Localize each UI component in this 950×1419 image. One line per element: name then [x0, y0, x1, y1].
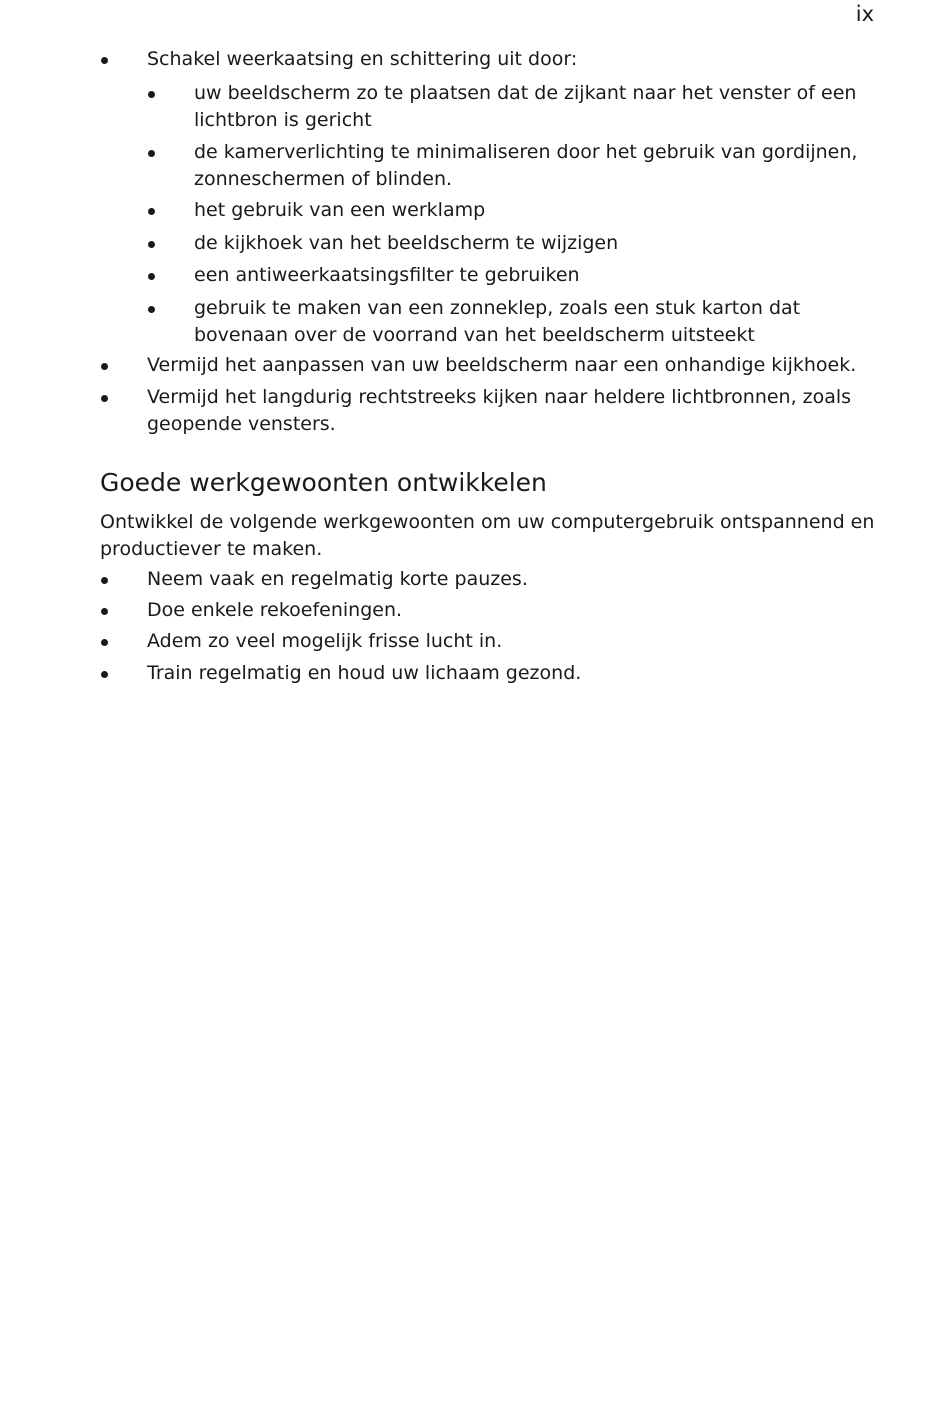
bullet-icon	[101, 608, 108, 615]
bullet-icon	[101, 671, 108, 678]
bullet-icon	[148, 91, 155, 98]
bullet-icon	[101, 639, 108, 646]
sub-list-item-text: gebruik te maken van een zonneklep, zoals een stuk karton dat bovenaan over de voorrand van het beeldscherm uitsteekt	[194, 297, 801, 346]
sub-list-item-text: een antiweerkaatsingsfilter te gebruiken	[194, 264, 580, 286]
bullet-icon	[101, 395, 108, 402]
page-number: ix	[855, 2, 874, 26]
sub-list-item-text: de kijkhoek van het beeldscherm te wijzigen	[194, 232, 619, 254]
list-item-text: Doe enkele rekoefeningen.	[147, 599, 403, 621]
list-item-text: Vermijd het langdurig rechtstreeks kijken naar heldere lichtbronnen, zoals geopende vensters.	[147, 386, 852, 435]
bullet-icon	[148, 273, 155, 280]
sub-list-item-text: het gebruik van een werklamp	[194, 199, 486, 221]
section-heading: Goede werkgewoonten ontwikkelen	[100, 468, 547, 497]
sub-list-item-text: de kamerverlichting te minimaliseren door het gebruik van gordijnen, zonneschermen of blinden.	[194, 141, 858, 190]
list-item-text: Schakel weerkaatsing en schittering uit door:	[147, 48, 578, 70]
list-item-text: Vermijd het aanpassen van uw beeldscherm naar een onhandige kijkhoek.	[147, 354, 857, 376]
bullet-icon	[148, 208, 155, 215]
bullet-icon	[148, 241, 155, 248]
bullet-icon	[148, 306, 155, 313]
bullet-icon	[101, 577, 108, 584]
bullet-icon	[101, 57, 108, 64]
section-intro-paragraph: Ontwikkel de volgende werkgewoonten om uw computergebruik ontspannend en productiever te maken.	[100, 511, 875, 560]
list-item-text: Train regelmatig en houd uw lichaam gezond.	[147, 662, 582, 684]
bullet-icon	[101, 363, 108, 370]
bullet-icon	[148, 150, 155, 157]
sub-list-item-text: uw beeldscherm zo te plaatsen dat de zijkant naar het venster of een lichtbron is gericht	[194, 82, 857, 131]
list-item-text: Adem zo veel mogelijk frisse lucht in.	[147, 630, 503, 652]
list-item-text: Neem vaak en regelmatig korte pauzes.	[147, 568, 528, 590]
